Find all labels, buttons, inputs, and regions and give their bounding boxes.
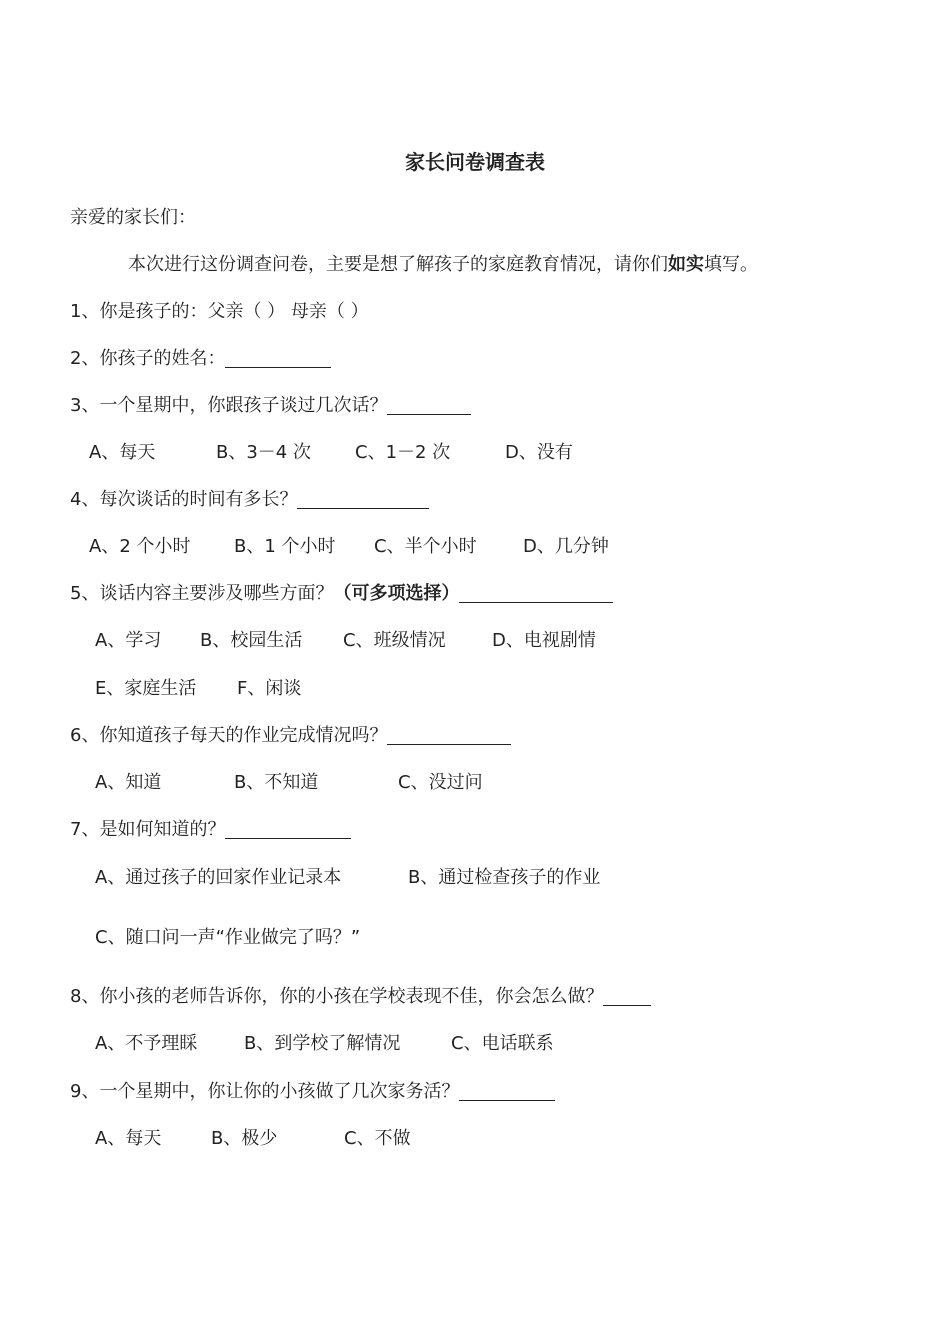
option-d[interactable]: D、几分钟 (523, 536, 609, 557)
option-a[interactable]: A、不予理睬 (95, 1033, 198, 1054)
question-2 (70, 347, 331, 371)
option-b[interactable]: B、1 个小时 (234, 536, 336, 557)
greeting: 亲爱的家长们： (70, 207, 196, 228)
option-b[interactable]: B、不知道 (234, 772, 319, 793)
option-a[interactable]: A、知道 (95, 772, 162, 793)
question-text: 5、谈话内容主要涉及哪些方面？ (70, 583, 334, 604)
answer-blank[interactable] (603, 985, 651, 1006)
document-title: 家长问卷调查表 (405, 150, 545, 174)
question-bold-note: （可多项选择） (333, 583, 460, 604)
option-c[interactable]: C、没过问 (398, 772, 483, 793)
answer-blank[interactable] (225, 347, 331, 368)
intro-text-end: 填写。 (704, 254, 758, 275)
question-text: 4、每次谈话的时间有多长？ (70, 489, 298, 510)
option-b[interactable]: B、极少 (211, 1128, 278, 1149)
question-3 (70, 394, 471, 418)
intro-text: 本次进行这份调查问卷，主要是想了解孩子的家庭教育情况，请你们 (128, 254, 668, 275)
intro-bold: 如实 (668, 254, 704, 275)
answer-blank[interactable] (387, 724, 511, 745)
question-text: 2、你孩子的姓名： (70, 348, 226, 369)
option-b[interactable]: B、校园生活 (200, 630, 303, 651)
question-text: 3、一个星期中，你跟孩子谈过几次话？ (70, 395, 388, 416)
option-c[interactable]: C、不做 (344, 1128, 411, 1149)
answer-blank[interactable] (297, 488, 429, 509)
option-a[interactable]: A、2 个小时 (89, 536, 191, 557)
question-1 (70, 300, 369, 324)
question-text: 8、你小孩的老师告诉你，你的小孩在学校表现不佳，你会怎么做？ (70, 986, 604, 1007)
question-9 (70, 1080, 555, 1104)
answer-blank[interactable] (459, 582, 613, 603)
option-d[interactable]: D、电视剧情 (492, 630, 596, 651)
question-text: 6、你知道孩子每天的作业完成情况吗？ (70, 725, 388, 746)
option-b[interactable]: B、到学校了解情况 (244, 1033, 401, 1054)
question-text: 1、你是孩子的：父亲（ ） 母亲（ ） (70, 301, 369, 322)
question-8 (70, 985, 651, 1009)
option-f[interactable]: F、闲谈 (237, 678, 302, 699)
question-6 (70, 724, 511, 748)
option-c[interactable]: C、班级情况 (343, 630, 446, 651)
option-d[interactable]: D、没有 (505, 442, 573, 463)
option-c[interactable]: C、半个小时 (374, 536, 477, 557)
question-7 (70, 818, 351, 842)
intro-paragraph (128, 253, 758, 277)
question-4 (70, 488, 429, 512)
question-text: 7、是如何知道的？ (70, 819, 226, 840)
option-e[interactable]: E、家庭生活 (95, 678, 197, 699)
option-c[interactable]: C、电话联系 (451, 1033, 554, 1054)
option-a[interactable]: A、通过孩子的回家作业记录本 (95, 867, 342, 888)
option-b[interactable]: B、3－4 次 (216, 442, 311, 463)
answer-blank[interactable] (459, 1080, 555, 1101)
option-b[interactable]: B、通过检查孩子的作业 (408, 867, 601, 888)
option-a[interactable]: A、每天 (95, 1128, 162, 1149)
answer-blank[interactable] (225, 818, 351, 839)
question-text: 9、一个星期中，你让你的小孩做了几次家务活？ (70, 1081, 460, 1102)
option-c[interactable]: C、随口问一声“作业做完了吗？” (95, 927, 361, 948)
option-c[interactable]: C、1－2 次 (355, 442, 451, 463)
answer-blank[interactable] (387, 394, 471, 415)
question-5 (70, 582, 613, 606)
option-a[interactable]: A、学习 (95, 630, 162, 651)
option-a[interactable]: A、每天 (89, 442, 156, 463)
